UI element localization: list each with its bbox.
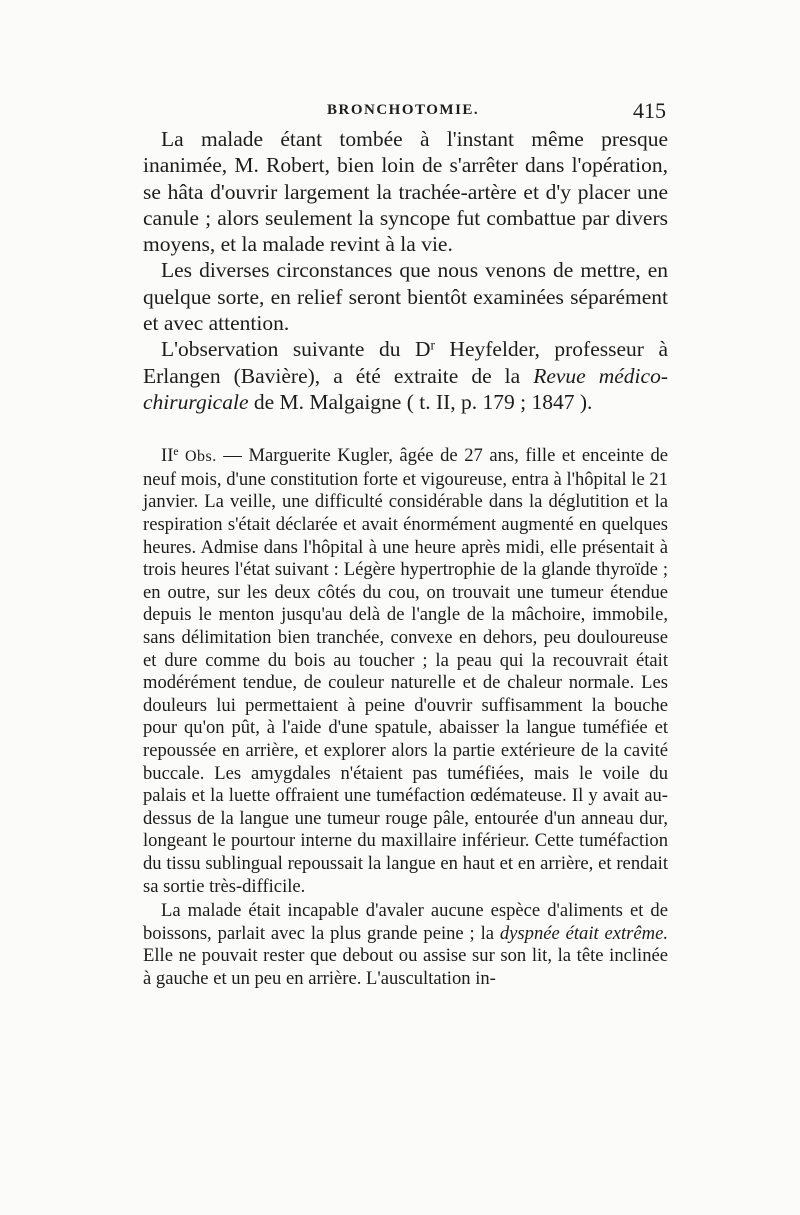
paragraph-3-superscript: r [430, 337, 435, 353]
observation-label-roman: II [161, 445, 174, 467]
paragraph-3 [143, 336, 668, 415]
main-text [143, 126, 668, 415]
paragraph-3-text-a: L'observation suivante du D [161, 337, 431, 362]
running-title: BRONCHOTOMIE. [327, 102, 480, 118]
observation-label-superscript: e [173, 446, 179, 459]
observation-emphasis: dyspnée était extrême. [499, 922, 669, 944]
observation-paragraph-1 [143, 445, 668, 898]
page-header [143, 98, 666, 128]
observation-paragraph-2-text-a: La malade était incapable d'avaler aucune espèce d'aliments et de boissons, parlait avec la plus grande peine ; la [143, 900, 668, 944]
page-body [143, 126, 668, 991]
paragraph-2: Les diverses circonstances que nous venons de mettre, en quelque sorte, en relief seront bientôt examinées séparément et avec attention. [143, 258, 668, 336]
observation-paragraph-2-text-b: Elle ne pouvait rester que debout ou assise sur son lit, la tête inclinée à gauche et un peu en arrière. L'auscultation in- [143, 945, 668, 989]
paragraph-1: La malade étant tombée à l'instant même presque inanimée, M. Robert, bien loin de s'arrêter dans l'opération, se hâta d'ouvrir largement la trachée-artère et d'y placer une canule ; alors seulement la syncope fut combattue par divers moyens, et la malade revint à la vie. [143, 127, 668, 257]
paragraph-3-text-c: de M. Malgaigne ( t. II, p. 179 ; 1847 ). [248, 389, 593, 414]
observation-label [161, 445, 217, 466]
journal-title: Revue médico-chirurgicale [143, 363, 668, 414]
page-number: 415 [633, 98, 666, 123]
observation-label-word: Obs. [178, 448, 217, 466]
observation-section [143, 445, 668, 990]
observation-paragraph-2 [143, 900, 668, 990]
observation-paragraph-1-text: — Marguerite Kugler, âgée de 27 ans, fille et enceinte de neuf mois, d'une constitution forte et vigoureuse, entra à l'hôpital le 21 janvier. La veille, une difficulté considérable dans la déglutition et la respiration s'était déclarée et avait énormément augmenté en quelques heures. Admise dans l'hôpital à une heure après midi, elle présentait à trois heures l'état suivant : Légère hypertrophie de la glande thyroïde ; en outre, sur les deux côtés du cou, on trouvait une tumeur étendue depuis le menton jusqu'au delà de l'angle de la mâchoire, immobile, sans délimitation bien tranchée, convexe en dehors, peu douloureuse et dure comme du bois au toucher ; la peau qui la recouvrait était modérément tendue, de couleur naturelle et de chaleur normale. Les douleurs lui permettaient à peine d'ouvrir suffisamment la bouche pour qu'on pût, à l'aide d'une spatule, abaisser la langue tuméfiée et repoussée en arrière, et explorer alors la partie extérieure de la cavité buccale. Les amygdales n'étaient pas tuméfiées, mais le voile du palais et la luette offraient une tuméfaction œdémateuse. Il y avait au-dessus de la langue une tumeur rouge pâle, entourée d'un anneau dur, longeant le pourtour interne du maxillaire inférieur. Cette tuméfaction du tissu sublingual repoussait la langue en haut et en arrière, et rendait sa sortie très-difficile. [143, 445, 668, 897]
paragraph-3-text-b: Heyfelder, professeur à Erlangen (Bavière), a été extraite de la [143, 337, 668, 388]
